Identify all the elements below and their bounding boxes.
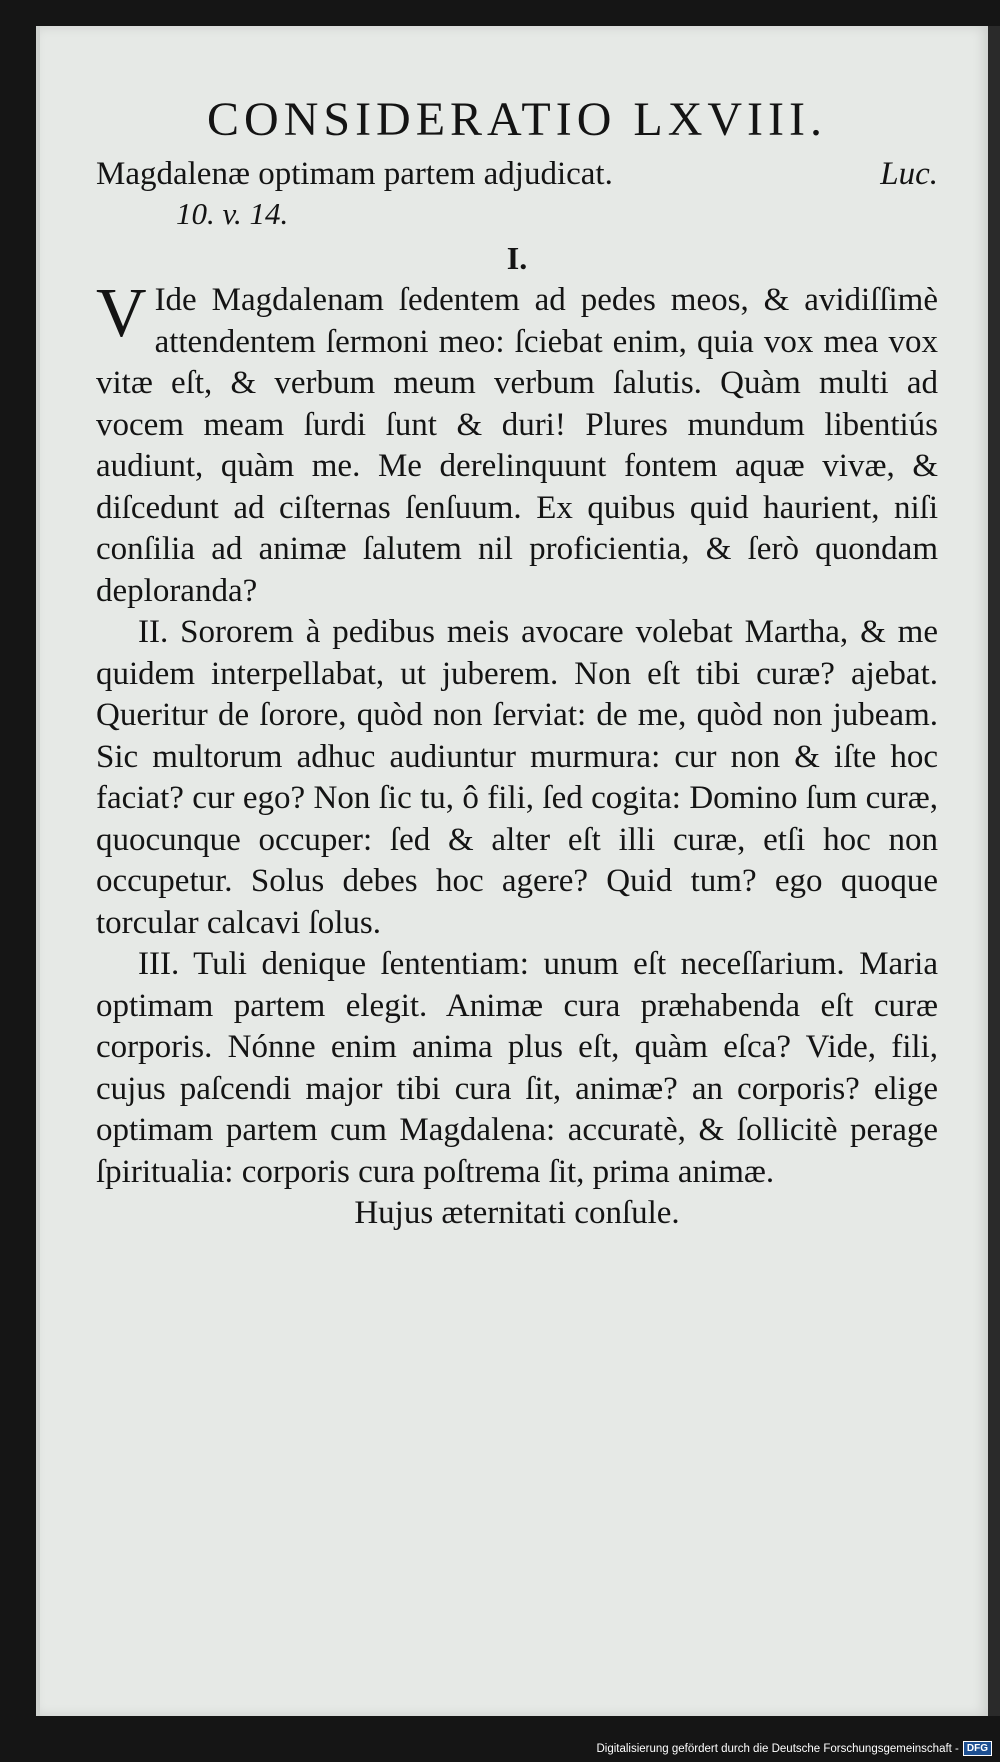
- subtitle-reference: Luc.: [880, 156, 938, 192]
- footer-text: Digitalisierung gefördert durch die Deutsche Forschungsgemeinschaft -: [596, 1742, 959, 1755]
- digitization-footer: [596, 1741, 992, 1756]
- subtitle-line: [96, 152, 938, 196]
- paragraph-1-text: Ide Magdalenam ſedentem ad pedes meos, & avidiſſimè attendentem ſermoni meo: ſciebat enim, quia vox mea vox vitæ eſt, & verbum meum verbum ſalutis. Quàm multi ad vocem meam ſurdi ſunt & duri! Plures mundum libentiús audiunt, quàm me. Me derelinquunt fontem aquæ vivæ, & diſcedunt ad ciſternas ſenſuum. Ex quibus quid haurient, niſi conſilia ad animæ ſalutem nil proficientia, & ſerò quondam deploranda?: [96, 282, 938, 609]
- dfg-logo: DFG: [963, 1741, 992, 1756]
- page-text: [96, 90, 938, 1235]
- subtitle-reference-verse: 10. v. 14.: [176, 196, 289, 231]
- page-edge: [988, 26, 1000, 1716]
- paragraph-1: [96, 275, 938, 612]
- closing-line: Hujus æternitati conſule.: [354, 1195, 680, 1231]
- subtitle: Magdalenæ optimam partem adjudicat.: [96, 156, 613, 192]
- paragraph-3: III. Tuli denique ſententiam: unum eſt neceſſarium. Maria optimam partem elegit. Animæ cura præhabenda eſt curæ corporis. Nónne enim anima plus eſt, quàm eſca? Vide, fili, cujus paſcendi major tibi cura ſit, animæ? an corporis? elige optimam partem cum Magdalena: accuratè, & ſollicitè perage ſpiritualia: corporis cura poſtrema ſit, prima animæ.: [96, 946, 938, 1190]
- page-heading: CONSIDERATIO LXVIII.: [207, 93, 827, 146]
- section-numeral: I.: [506, 240, 528, 276]
- paragraph-2: II. Sororem à pedibus meis avocare volebat Martha, & me quidem interpellabat, ut juberem. Non eſt tibi curæ? ajebat. Queritur de ſorore, quòd non ſerviat: de me, quòd non jubeam. Sic multorum adhuc audiuntur murmura: cur non & iſte hoc faciat? cur ego? Non ſic tu, ô fili, ſed cogita: Domino ſum curæ, quocunque occuper: ſed & alter eſt illi curæ, etſi hoc non occupetur. Solus debes hoc agere? Quid tum? ego quoque torcular calcavi ſolus.: [96, 614, 938, 941]
- drop-cap: V: [96, 275, 147, 352]
